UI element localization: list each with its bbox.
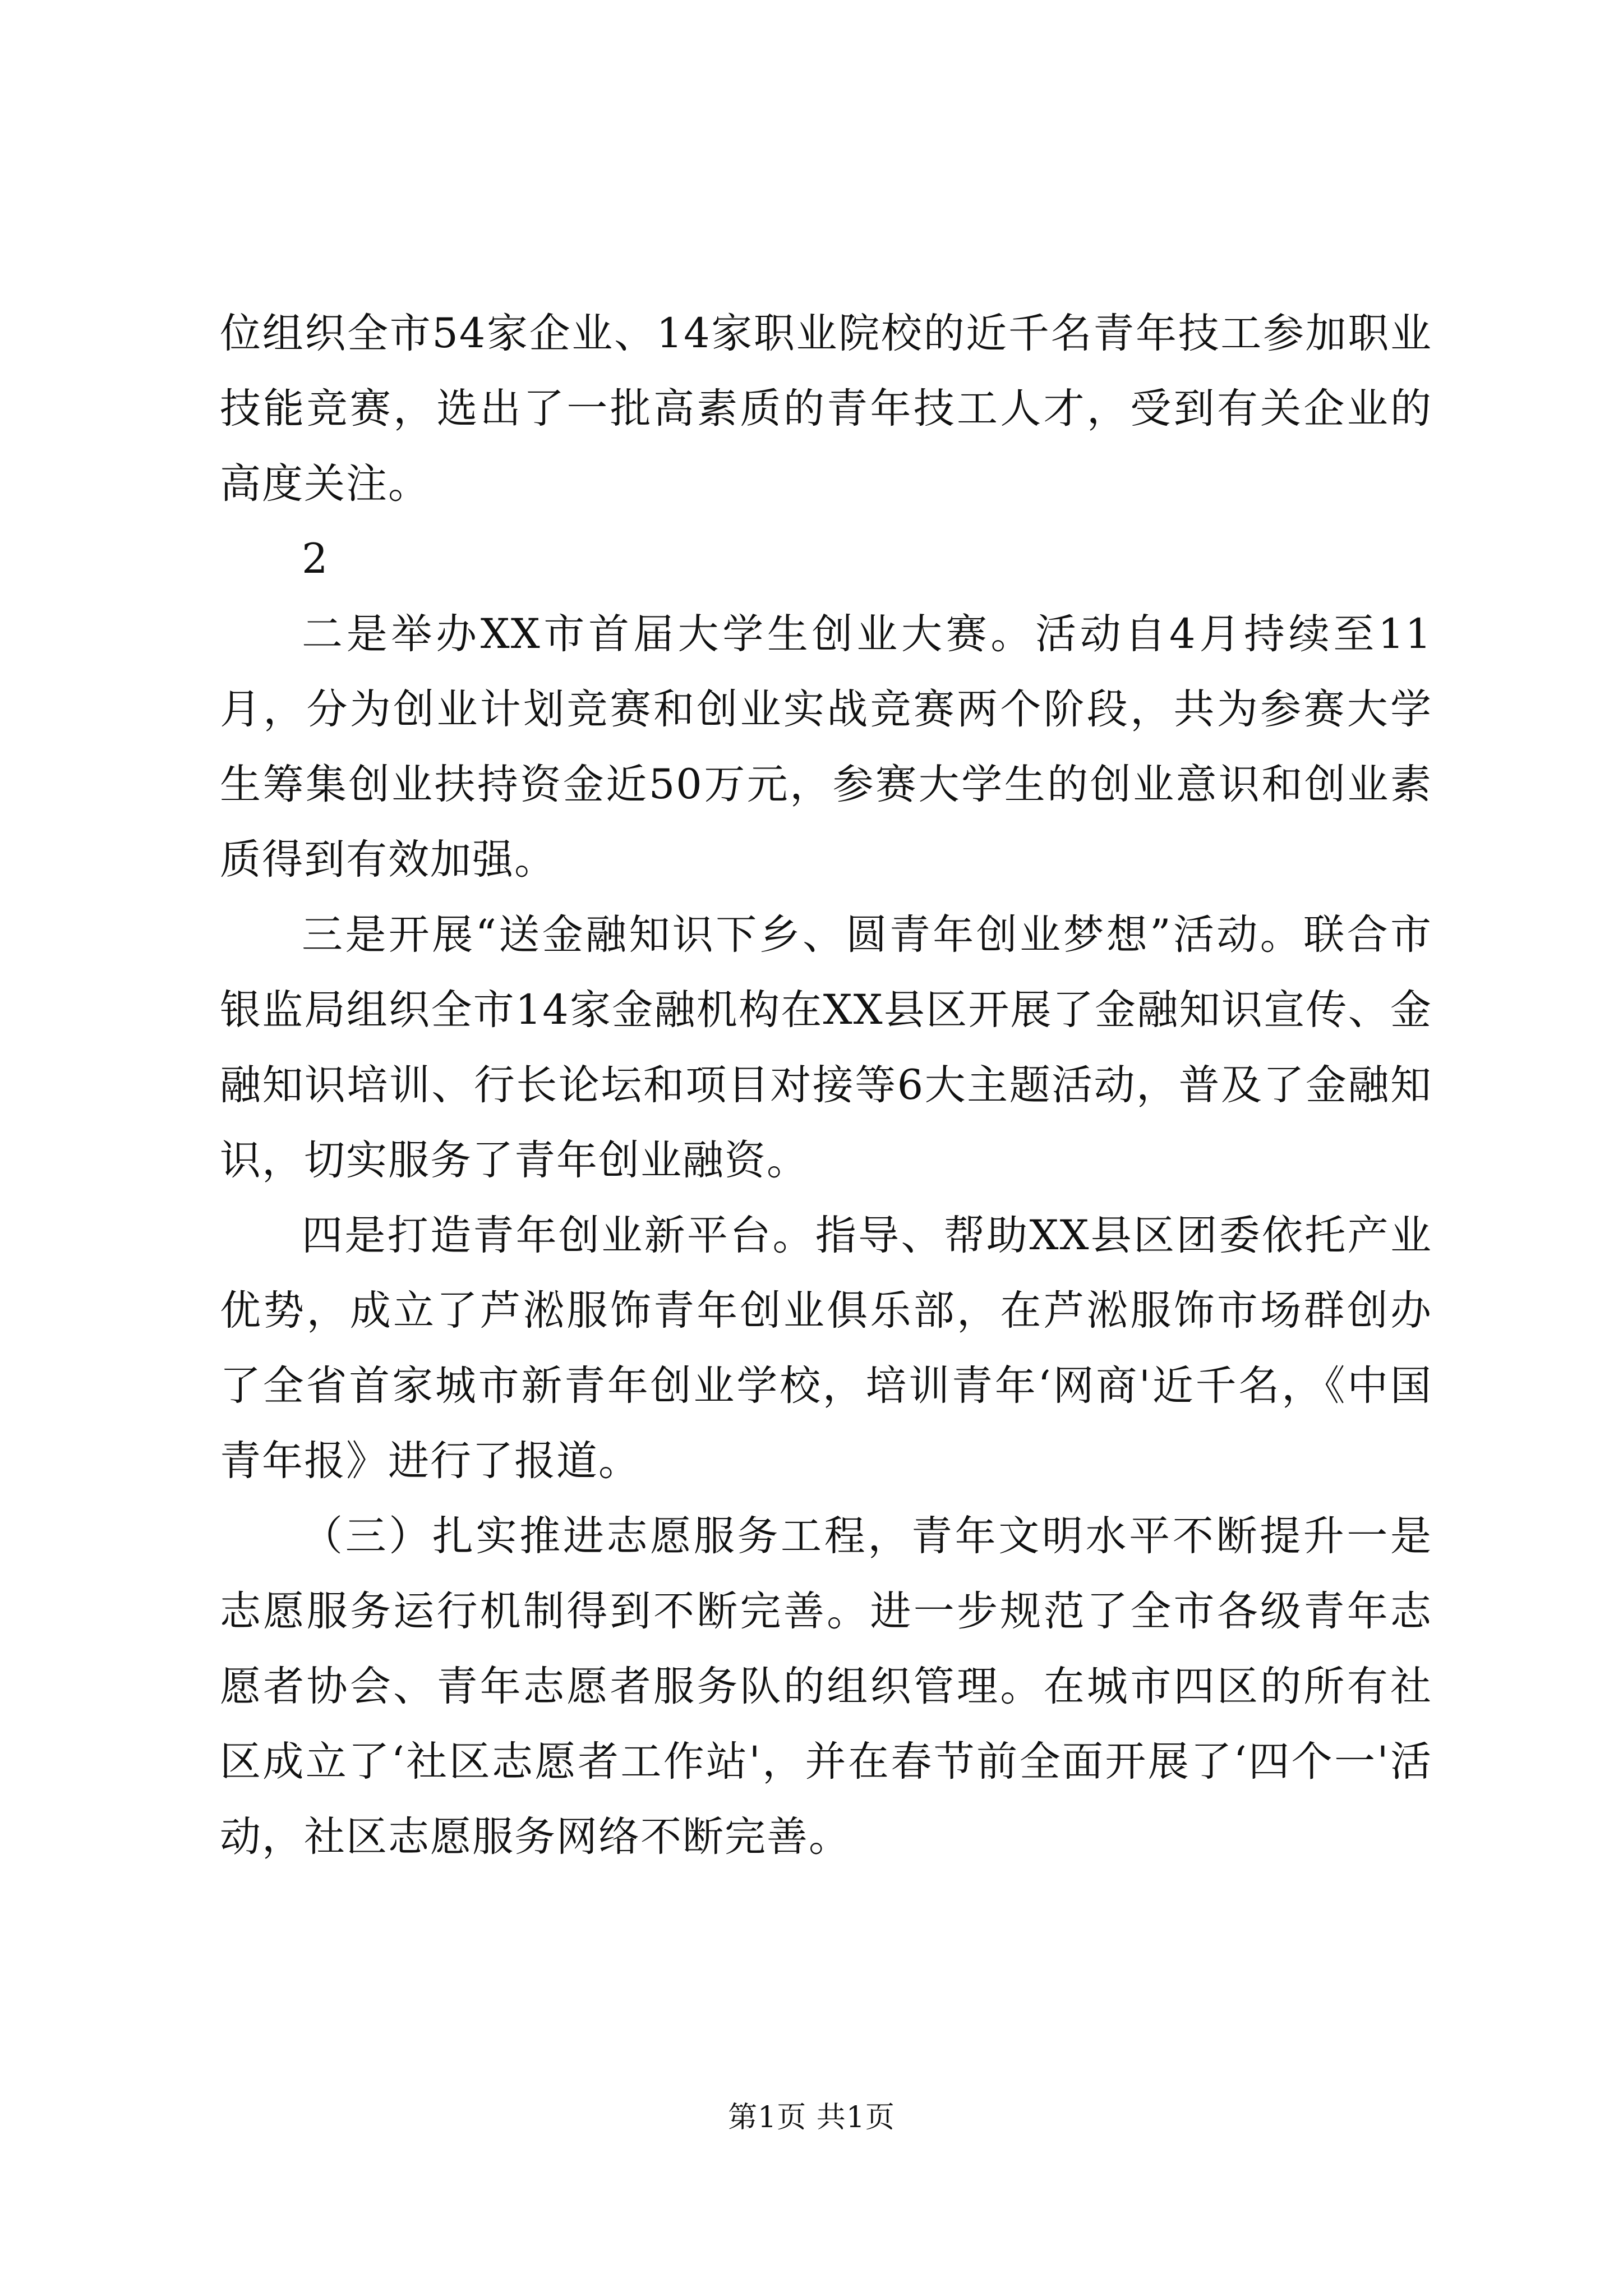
paragraph-entrepreneurship-contest: 二是举办XX市首届大学生创业大赛。活动自4月持续至11月，分为创业计划竞赛和创业实战竞赛两个阶段，共为参赛大学生筹集创业扶持资金近50万元，参赛大学生的创业意识和创业素质得到有效加强。 — [220, 610, 1432, 884]
paragraph-finance-knowledge: 三是开展“送金融知识下乡、圆青年创业梦想”活动。联合市银监局组织全市14家金融机构在XX县区开展了金融知识宣传、金融知识培训、行长论坛和项目对接等6大主题活动，普及了金融知识，切实服务了青年创业融资。 — [220, 911, 1432, 1184]
document-body — [220, 296, 1432, 1875]
page-footer: 第1页 共1页 — [728, 2101, 895, 2134]
paragraph-number: 2 — [302, 535, 329, 583]
paragraph-continuation: 位组织全市54家企业、14家职业院校的近千名青年技工参加职业技能竞赛，选出了一批高素质的青年技工人才，受到有关企业的高度关注。 — [220, 310, 1432, 508]
paragraph-volunteer-service: （三）扎实推进志愿服务工程，青年文明水平不断提升一是志愿服务运行机制得到不断完善。进一步规范了全市各级青年志愿者协会、青年志愿者服务队的组织管理。在城市四区的所有社区成立了‘社区志愿者工作站'，并在春节前全面开展了‘四个一'活动，社区志愿服务网络不断完善。 — [220, 1512, 1432, 1861]
paragraph-startup-platform: 四是打造青年创业新平台。指导、帮助XX县区团委依托产业优势，成立了芦淞服饰青年创业俱乐部，在芦淞服饰市场群创办了全省首家城市新青年创业学校，培训青年‘网商'近千名，《中国青年报》进行了报道。 — [220, 1212, 1432, 1485]
